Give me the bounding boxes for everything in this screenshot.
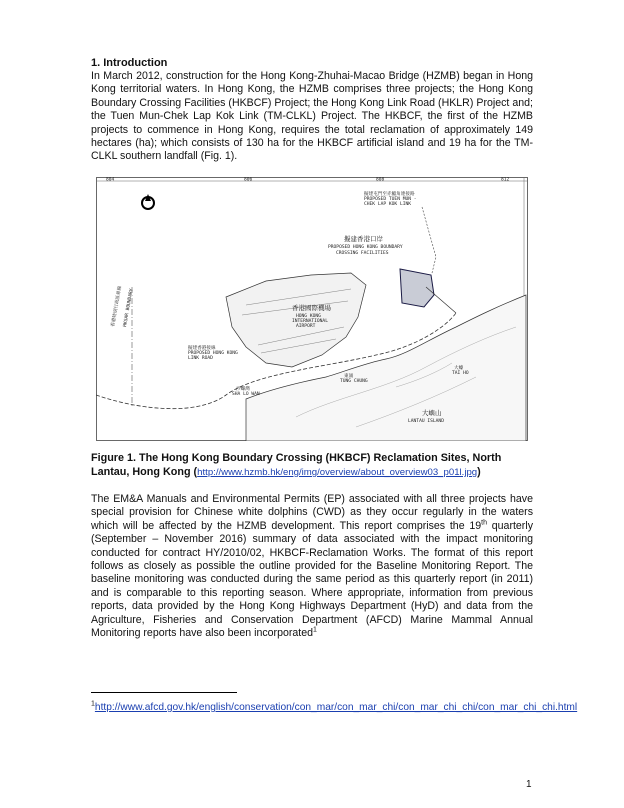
tmclkl-en-label: CHEK LAP KOK LINK bbox=[364, 202, 412, 207]
tung-chung-en-label: TUNG CHUNG bbox=[340, 379, 368, 384]
airport-en-label: HONG KONG bbox=[296, 314, 321, 319]
figure-source-link[interactable]: http://www.hzmb.hk/eng/img/overview/about_overview03_p01l.jpg bbox=[197, 467, 478, 478]
boundary-en-label: HKSAR BOUNDARY bbox=[123, 288, 135, 328]
footnote-reference[interactable]: 1 bbox=[313, 626, 317, 634]
footnote-divider bbox=[91, 692, 237, 693]
body-paragraph-text-b: quarterly (September – November 2016) summary of data associated with the impact monitoring conducted for contract HY/2010/02, HKBCF-Reclamation Works. The format of this report follows as closely as possible the outline provided for the Baseline Monitoring Report. The baseline monitoring was conducted during the same period as this quarterly report (in 2011) and is comparable to this reporting season. Where appropriate, information from previous reports, data provided by the Hong Kong Highways Department (HyD) and data from the Agriculture, Fisheries and Conservation Department (AFCD) Marine Mammal Annual Monitoring reports have also been incorporated bbox=[91, 519, 533, 640]
map-tick-label: 804 bbox=[106, 177, 115, 183]
figure-caption bbox=[91, 451, 533, 480]
link-road-en-label: PROPOSED HONG KONG bbox=[188, 351, 238, 356]
tmclkl-en-label: PROPOSED TUEN MUN - bbox=[364, 197, 417, 202]
link-road-en-label: LINK ROAD bbox=[188, 356, 213, 361]
footnote-link[interactable]: http://www.afcd.gov.hk/english/conservation/con_mar/con_mar_chi/con_mar_chi_chi/con_mar_chi_chi.html bbox=[94, 702, 578, 713]
hkbcf-cn-label: 擬建香港口岸 bbox=[344, 235, 383, 243]
lantau-cn-label: 大嶼山 bbox=[422, 409, 442, 417]
lantau-en-label: LANTAU ISLAND bbox=[408, 419, 444, 424]
airport-en-label: INTERNATIONAL bbox=[292, 319, 328, 324]
hkbcf-en-label: PROPOSED HONG KONG BOUNDARY bbox=[328, 245, 403, 250]
body-paragraph-text-a: The EM&A Manuals and Environmental Permits (EP) associated with all three projects have special provision for Chinese white dolphins (CWD) as they occur regularly in the waters which will be affected by the HZMB development. This report comprises the 19 bbox=[91, 493, 533, 532]
map-tick-label: 806 bbox=[244, 177, 253, 183]
section-heading: 1. Introduction bbox=[91, 57, 168, 69]
tai-ho-en-label: TAI HO bbox=[452, 371, 469, 376]
boundary-cn-label: 香港特別行政區界線 bbox=[111, 285, 124, 328]
figure-caption-end: ) bbox=[477, 466, 481, 478]
footnote-marker: 1 bbox=[91, 700, 95, 708]
page-number: 1 bbox=[526, 779, 532, 790]
tai-ho-cn-label: 大蠔 bbox=[454, 366, 464, 371]
figure-caption-text: Figure 1. The Hong Kong Boundary Crossing (HKBCF) Reclamation Sites, North Lantau, Hong Kong ( bbox=[91, 452, 502, 478]
link-road-cn-label: 擬建香港接線 bbox=[188, 346, 216, 351]
sha-lo-wan-cn-label: 沙螺灣 bbox=[236, 387, 250, 392]
airport-en-label: AIRPORT bbox=[296, 324, 316, 329]
sha-lo-wan-en-label: SHA LO WAN bbox=[232, 392, 260, 397]
body-paragraph bbox=[91, 493, 533, 640]
tmclkl-cn-label: 擬建屯門至赤鱲角連接路 bbox=[364, 192, 415, 197]
hkbcf-en-label: CROSSING FACILITIES bbox=[336, 251, 389, 256]
map-tick-label: 812 bbox=[501, 177, 510, 183]
airport-cn-label: 香港國際機場 bbox=[292, 304, 331, 312]
tung-chung-cn-label: 東涌 bbox=[344, 374, 354, 379]
intro-paragraph: In March 2012, construction for the Hong Kong-Zhuhai-Macao Bridge (HZMB) began in Hong Kong territorial waters. In Hong Kong, the HZMB comprises three projects; the Hong Kong Boundary Crossing Facilities (HKBCF) Project; the Hong Kong Link Road (HKLR) Project and; the Tuen Mun-Chek Lap Kok Link (TM-CLKL) Project. The HKBCF, the first of the HZMB projects to commence in Hong Kong, requires the total reclamation of approximately 149 hectares (ha); which consists of 130 ha for the HKBCF artificial island and 19 ha for the TM-CLKL southern landfall (Fig. 1). bbox=[91, 70, 533, 163]
map-tick-label: 808 bbox=[376, 177, 385, 183]
footnote bbox=[91, 700, 578, 716]
hkbcf-reclamation-area bbox=[400, 269, 434, 307]
ordinal-suffix: th bbox=[481, 519, 487, 527]
hkbcf-map-figure bbox=[96, 177, 528, 441]
